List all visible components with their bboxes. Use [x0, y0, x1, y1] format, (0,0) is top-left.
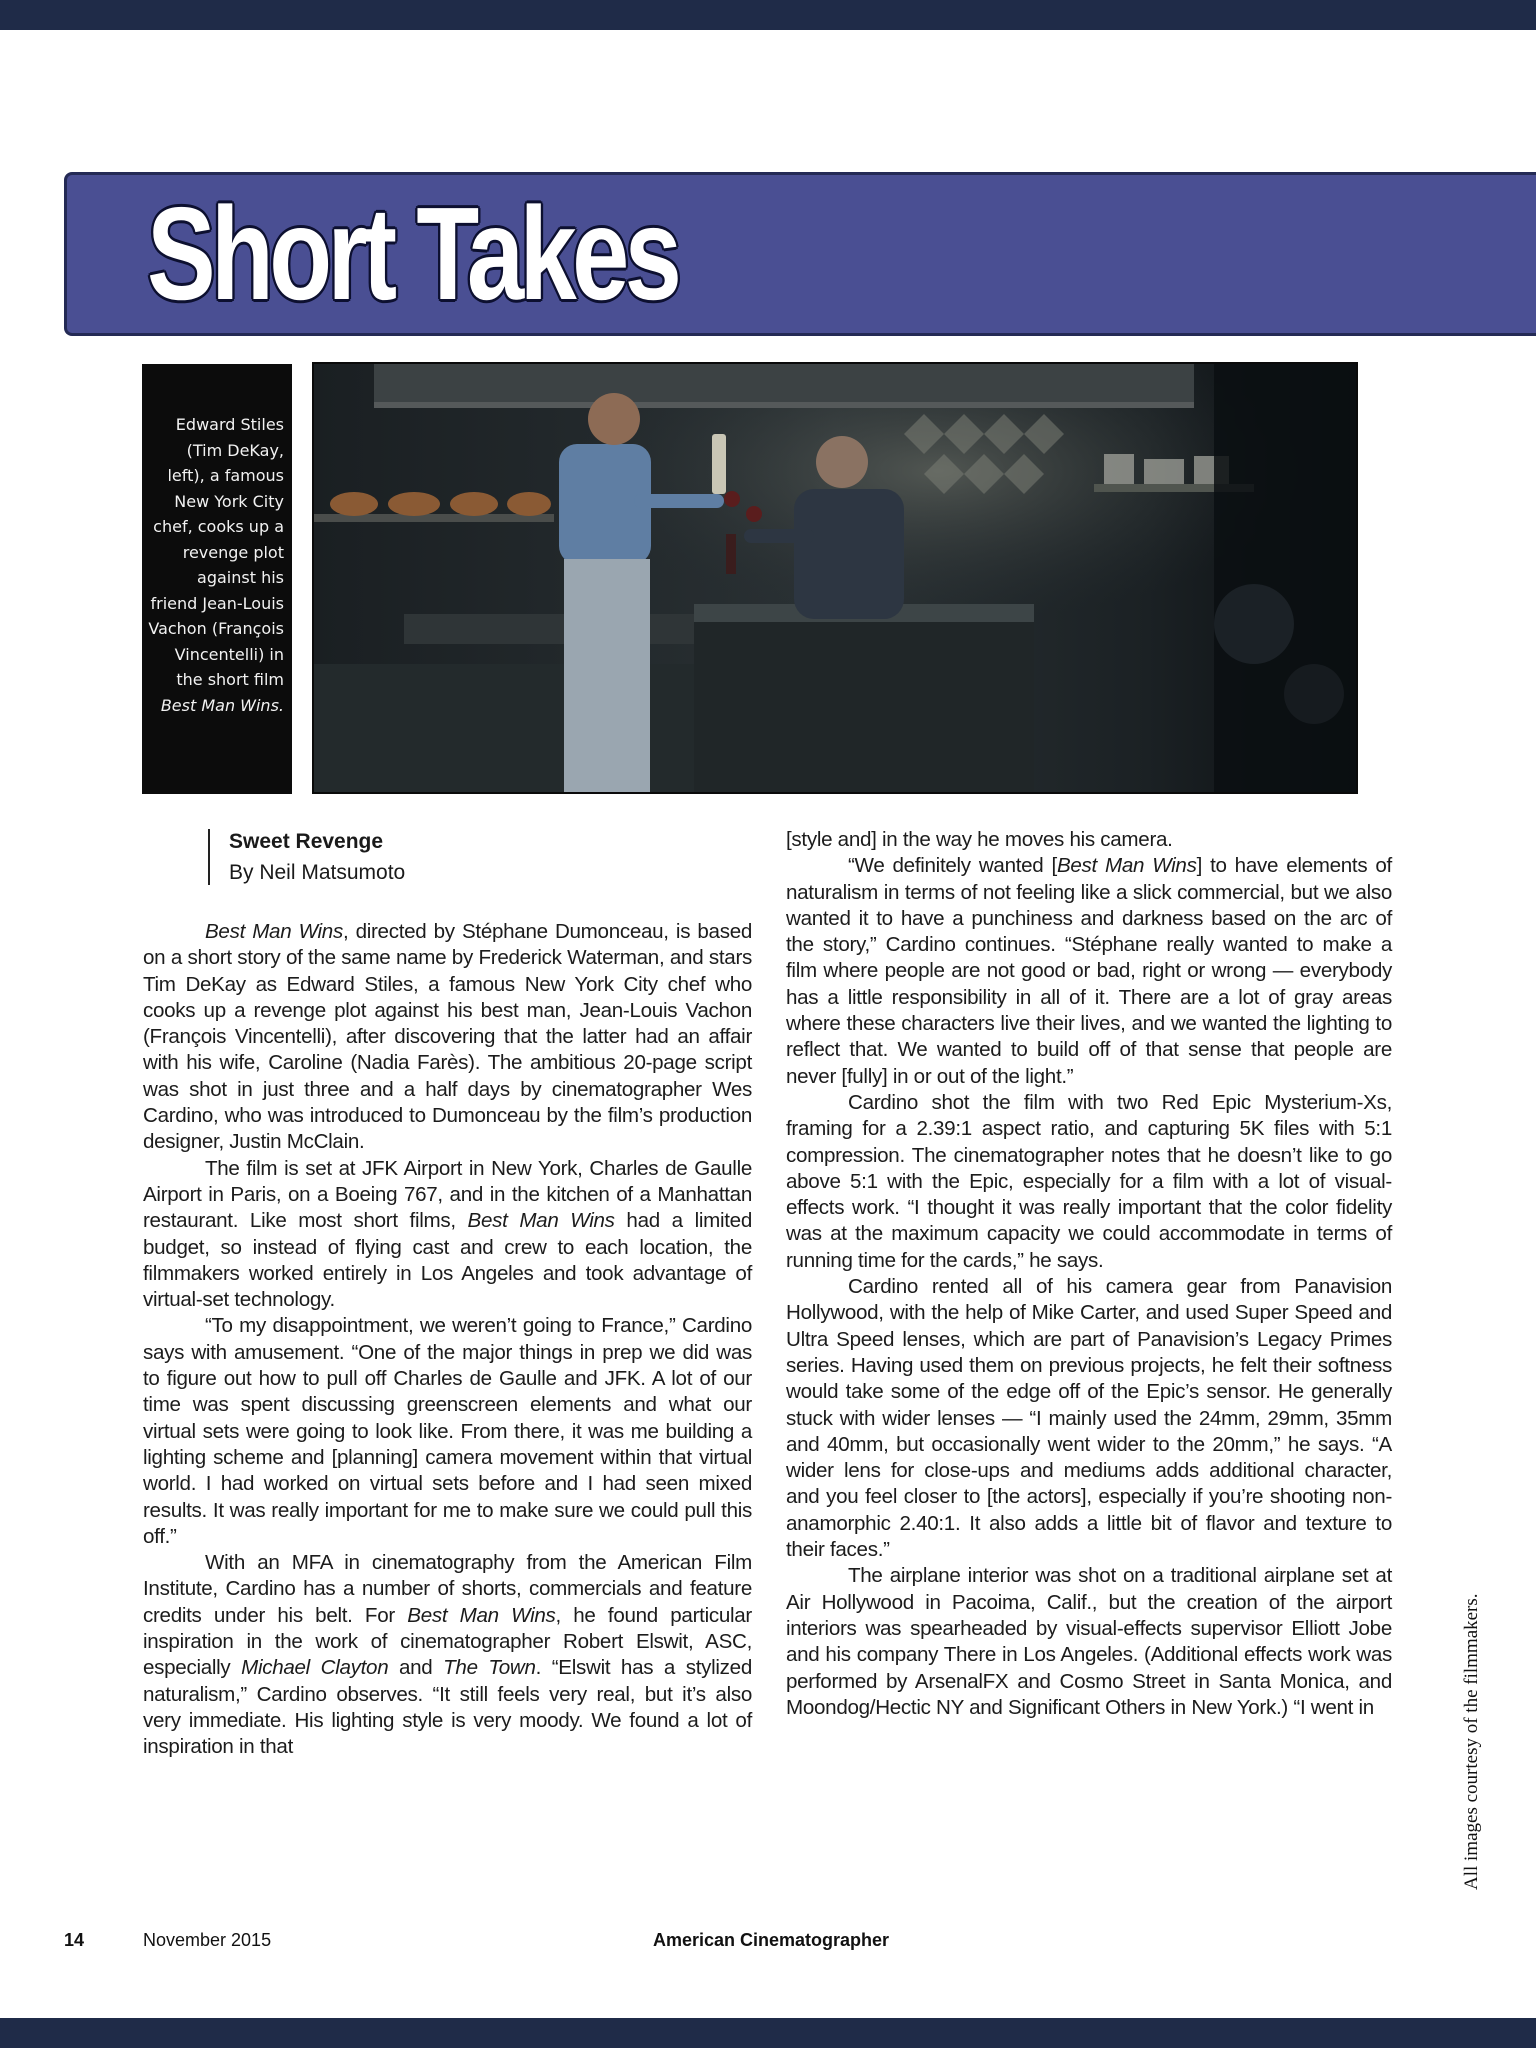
paragraph: “We definitely wanted [Best Man Wins] to have elements of naturalism in terms of not feeling like a slick commercial, but we also wanted it to have a punchiness and darkness based on the arc of the story,” Cardino continues. “Stéphane really wanted to make a film where people are not good or bad, right or wrong — everybody has a little responsibility in all of it. There are a lot of gray areas where these characters live their lives, and we wanted the lighting to reflect that. We wanted to build off of that sense that people are never [fully] in or out of the light.” — [786, 854, 1392, 1088]
film-title: The Town — [443, 1656, 536, 1680]
bottom-border-band — [0, 2018, 1536, 2048]
paragraph: [style and] in the way he moves his camera. — [786, 828, 1173, 851]
magazine-name: American Cinematographer — [653, 1930, 890, 1950]
paragraph: Best Man Wins, directed by Stéphane Dumonceau, is based on a short story of the same name by Frederick Waterman, and stars Tim DeKay as Edward Stiles, a famous New York City chef who cooks up a revenge plot against his best man, Jean-Louis Vachon (François Vincentelli), after discovering that the latter had an affair with his wife, Caroline (Nadia Farès). The ambitious 20-page script was shot in just three and a half days by cinematographer Wes Cardino, who was introduced to Dumonceau by the film’s production designer, Justin McClain. — [143, 920, 752, 1154]
paragraph: Cardino shot the film with two Red Epic Mysterium-Xs, framing for a 2.39:1 aspect ratio, and capturing 5K files with 5:1 compression. The cinematographer notes that he doesn’t like to go above 5:1 with the Epic, especially for a film with a lot of visual-effects work. “I thought it was really important that the color fidelity was at the maximum capacity we could accommodate in terms of running time for the cards,” he says. — [786, 1090, 1392, 1272]
article-column-left — [143, 919, 752, 1761]
top-border-band — [0, 0, 1536, 30]
paragraph: The airplane interior was shot on a traditional airplane set at Air Hollywood in Pacoima, Calif., but the creation of the airport interiors was spearheaded by visual-effects supervisor Elliott Jobe and his company There in Los Angeles. (Additional effects work was performed by ArsenalFX and Cosmo Street in Santa Monica, and Moondog/Hectic NY and Significant Others in New York.) “I went in — [786, 1564, 1392, 1719]
byline-rule — [208, 829, 210, 885]
paragraph: Cardino rented all of his camera gear from Panavision Hollywood, with the help of Mike Carter, and used Super Speed and Ultra Speed lenses, which are part of Panavision’s Legacy Primes series. Having used them on previous projects, he felt their softness would take some of the edge off of the Epic’s sensor. He generally stuck with wider lenses — “I mainly used the 24mm, 29mm, 35mm and 40mm, but occasionally went wider to the 20mm,” he says. “A wider lens for close-ups and mediums adds additional character, and you feel closer to [the actors], especially if you’re shooting non-anamorphic 2.40:1. It also adds a little bit of flavor and texture to their faces.” — [786, 1275, 1392, 1562]
page-number: 14 — [64, 1930, 85, 1950]
issue-date: November 2015 — [143, 1930, 272, 1950]
film-title: Best Man Wins — [467, 1209, 615, 1233]
film-title: Michael Clayton — [241, 1656, 389, 1680]
film-title: Best Man Wins — [205, 920, 343, 943]
film-title: Best Man Wins — [1056, 854, 1197, 878]
article-headline: Sweet Revenge — [229, 830, 384, 853]
image-credit: All images courtesy of the filmmakers. — [1461, 1593, 1482, 1890]
caption-film-title: Best Man Wins. — [160, 695, 284, 715]
paragraph: “To my disappointment, we weren’t going to France,” Cardino says with amusement. “One of the major things in prep we did was to figure out how to pull off Charles de Gaulle and JFK. A lot of our time was spent discussing greenscreen elements and what our virtual sets were going to look like. From there, it was me building a lighting scheme and [planning] camera movement within that virtual world. I had worked on virtual sets before and I had seen mixed results. It was really important for me to make sure we could pull this off.” — [143, 1314, 752, 1548]
article-column-right — [786, 827, 1392, 1721]
film-still-photo — [312, 362, 1358, 794]
paragraph: The film is set at JFK Airport in New York, Charles de Gaulle Airport in Paris, on a Boeing 767, and in the kitchen of a Manhattan restaurant. Like most short films, Best Man Wins had a limited budget, so instead of flying cast and crew to each location, the filmmakers worked entirely in Los Angeles and took advantage of virtual-set technology. — [143, 1156, 752, 1312]
section-banner — [64, 172, 1536, 336]
article-byline: By Neil Matsumoto — [229, 861, 406, 884]
paragraph: With an MFA in cinematography from the American Film Institute, Cardino has a number of shorts, commercials and feature credits under his belt. For Best Man Wins, he found particular inspiration in the work of cinematographer Robert Elswit, ASC, especially Michael Clayton and The Town. “Elswit has a stylized naturalism,” Cardino observes. “It still feels very real, but it’s also very immediate. His lighting style is very moody. We found a lot of inspiration in that — [143, 1551, 752, 1759]
caption-text: Edward Stiles (Tim DeKay, left), a famous New York City chef, cooks up a revenge plot against his friend Jean-Louis Vachon (François Vincentelli) in the short film — [148, 415, 284, 689]
section-title: Short Takes — [147, 180, 678, 327]
film-title: Best Man Wins — [407, 1603, 556, 1627]
photo-caption — [142, 364, 292, 794]
